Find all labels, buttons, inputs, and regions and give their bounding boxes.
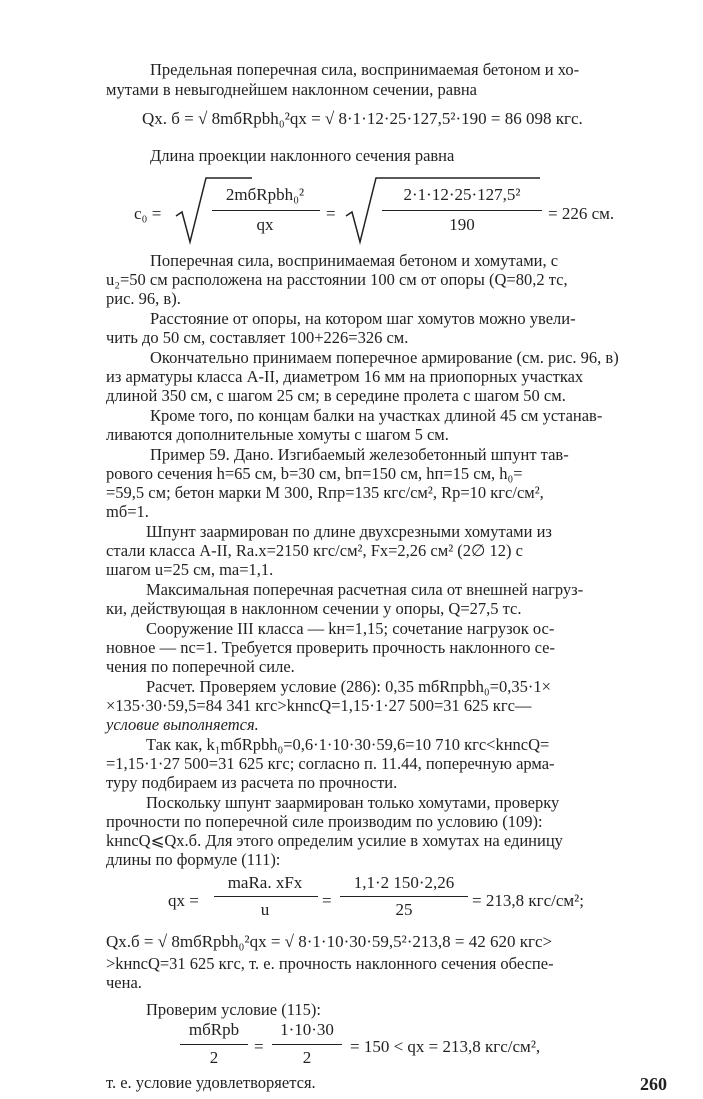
fraction-numerator: maRa. xFx (227, 873, 303, 892)
text-line: длиной 350 см, с шагом 25 см; в середине пролета с шагом 50 см. (106, 386, 566, 405)
fraction-denominator: 25 (395, 900, 413, 919)
eq-lhs: qx = (168, 891, 199, 910)
text-line: условие выполняется. (106, 715, 259, 734)
eq-result: = 226 см. (548, 204, 615, 223)
text-line: Расстояние от опоры, на котором шаг хомутов можно увели- (150, 309, 576, 328)
fraction-denominator: 2 (302, 1048, 312, 1067)
text-line: чена. (106, 973, 142, 992)
eq-equals: = (326, 204, 336, 223)
text-line: прочности по поперечной силе производим по условию (109): (106, 812, 543, 831)
text-line: Кроме того, по концам балки на участках длиной 45 см устанав- (150, 406, 603, 425)
text-line: длины по формуле (111): (106, 850, 281, 869)
text-line: mб=1. (106, 502, 149, 521)
text-line: новное — nc=1. Требуется проверить прочность наклонного се- (106, 638, 556, 657)
text-line: Окончательно принимаем поперечное армирование (см. рис. 96, в) (150, 348, 619, 367)
text-line: ливаются дополнительные хомуты с шагом 5 см. (106, 425, 449, 444)
eq-lhs: c₀ = (134, 204, 162, 223)
text-line: Проверим условие (115): (146, 1000, 321, 1019)
eq-result: = 213,8 кгс/см²; (472, 891, 584, 910)
fraction-bar (180, 1044, 248, 1045)
fraction-bar (382, 210, 542, 211)
equation-shear-force: Qx. б = √ 8mбRpbh₀²qx = √ 8·1·12·25·127,5²·190 = 86 098 кгс. (142, 109, 583, 128)
text-line: ки, действующая в наклонном сечении у опоры, Q=27,5 тс. (106, 599, 522, 618)
fraction-bar (214, 896, 318, 897)
text-line: =59,5 см; бетон марки M 300, Rпр=135 кгс/см², Rp=10 кгс/см², (106, 483, 544, 502)
text-line: туру подбираем из расчета по прочности. (106, 773, 398, 792)
text-line: =1,15·1·27 500=31 625 кгс; согласно п. 11.44, поперечную арма- (106, 754, 555, 773)
text-line: ×135·30·59,5=84 341 кгс>kнncQ=1,15·1·27 500=31 625 кгс— (106, 696, 532, 715)
text-line: kнncQ⩽Qx.б. Для этого определим усилие в хомутах на единицу (106, 831, 563, 850)
text-line: из арматуры класса A-II, диаметром 16 мм на приопорных участках (106, 367, 584, 386)
equation-strength-check: Qx.б = √ 8mбRpbh₀²qx = √ 8·1·10·30·59,5²·213,8 = 42 620 кгс> (106, 932, 553, 951)
text-line: стали класса A-II, Ra.x=2150 кгс/см², Fx=2,26 см² (2∅ 12) с (106, 541, 523, 560)
text-line: мутами в невыгоднейшем наклонном сечении, равна (106, 80, 478, 99)
text-line: рового сечения h=65 см, b=30 см, bп=150 см, hп=15 см, h₀= (106, 464, 523, 483)
text-line: Сооружение III класса — kн=1,15; сочетание нагрузок ос- (146, 619, 555, 638)
text-line: u₂=50 см расположена на расстоянии 100 см от опоры (Q=80,2 тс, (106, 270, 568, 289)
text-line: чения по поперечной силе. (106, 657, 295, 676)
fraction-bar (272, 1044, 342, 1045)
text-line: шагом u=25 см, ma=1,1. (106, 560, 274, 579)
text-line: Максимальная поперечная расчетная сила от внешней нагруз- (146, 580, 584, 599)
fraction-numerator: 2mбRpbh₀² (225, 185, 305, 204)
text-line: Расчет. Проверяем условие (286): 0,35 mбRпрbh₀=0,35·1× (146, 677, 551, 696)
fraction-numerator: 1·10·30 (280, 1020, 334, 1039)
text-line: чить до 50 см, составляет 100+226=326 см. (106, 328, 409, 347)
fraction-denominator: 190 (449, 215, 475, 234)
fraction-bar (340, 896, 468, 897)
text-line: Поперечная сила, воспринимаемая бетоном и хомутами, с (150, 251, 559, 270)
text-line: Предельная поперечная сила, воспринимаемая бетоном и хо- (150, 60, 580, 79)
text-line: Длина проекции наклонного сечения равна (150, 146, 455, 165)
text-line: Так как, k₁mбRpbh₀=0,6·1·10·30·59,6=10 710 кгс<kнncQ= (146, 735, 550, 754)
page-number: 260 (640, 1074, 667, 1094)
eq-equals: = (254, 1037, 264, 1056)
fraction-denominator: 2 (209, 1048, 219, 1067)
text-line: Поскольку шпунт заармирован только хомутами, проверку (146, 793, 560, 812)
fraction-numerator: 1,1·2 150·2,26 (353, 873, 455, 892)
text-line: Шпунт заармирован по длине двухсрезными хомутами из (146, 522, 552, 541)
text-line: рис. 96, в). (106, 289, 181, 308)
fraction-denominator: u (260, 900, 270, 919)
fraction-bar (212, 210, 320, 211)
eq-result: = 150 < qx = 213,8 кгс/см², (350, 1037, 541, 1056)
text-line: т. е. условие удовлетворяется. (106, 1073, 316, 1092)
fraction-numerator: mбRpb (188, 1020, 240, 1039)
eq-equals: = (322, 891, 332, 910)
example-heading-line: Пример 59. Дано. Изгибаемый железобетонный шпунт тав- (150, 445, 569, 464)
fraction-numerator: 2·1·12·25·127,5² (403, 185, 521, 204)
text-line: >kнncQ=31 625 кгс, т. е. прочность наклонного сечения обеспе- (106, 954, 554, 973)
fraction-denominator: qx (256, 215, 274, 234)
